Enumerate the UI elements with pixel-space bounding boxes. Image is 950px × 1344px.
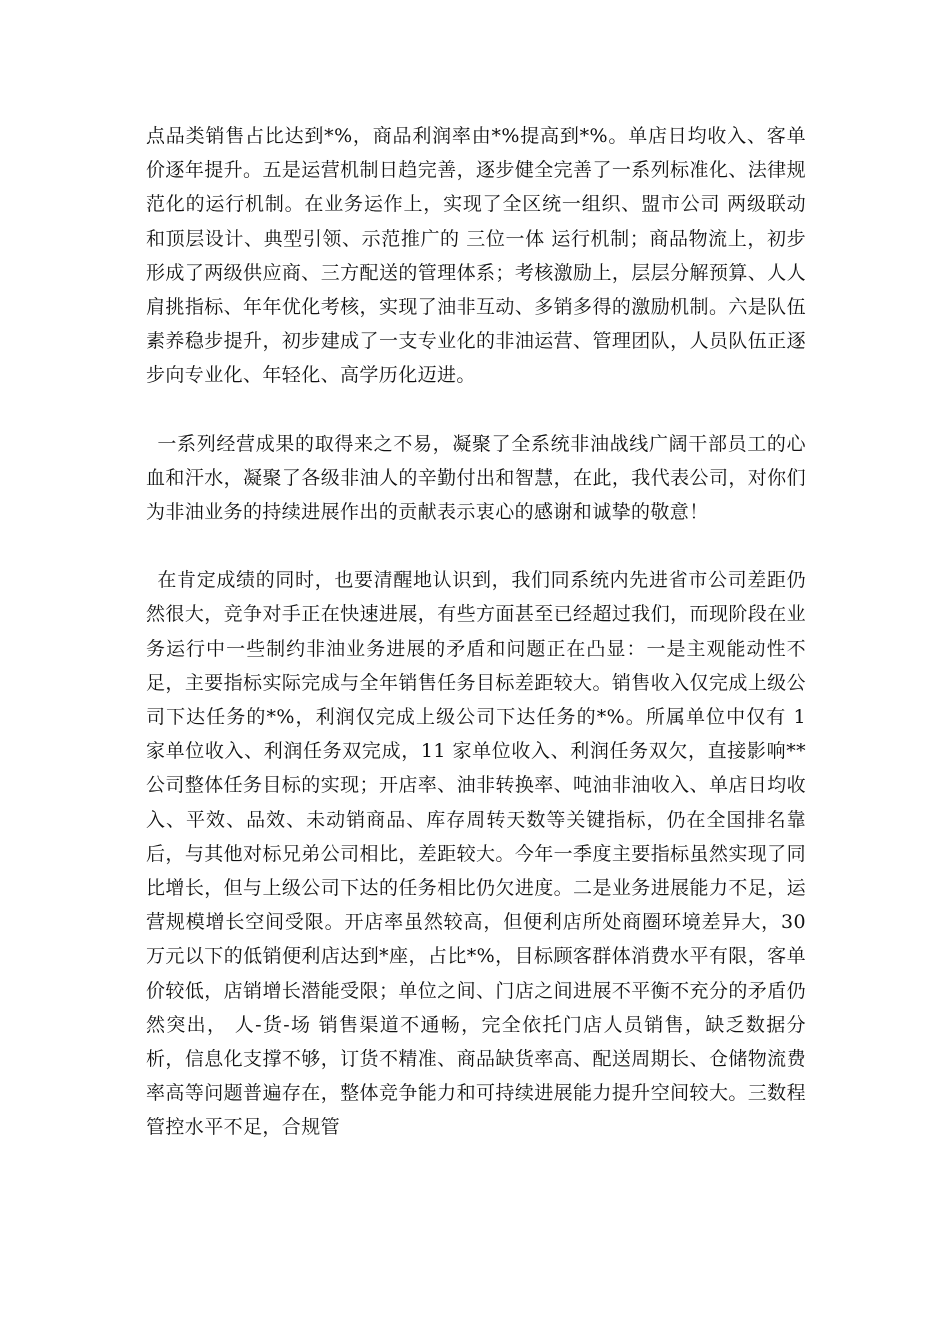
paragraph-1: 点品类销售占比达到*%，商品利润率由*%提高到*%。单店日均收入、客单价逐年提升。五是运营机制日趋完善，逐步健全完善了一系列标准化、法律规范化的运行机制。在业务运作上，实现了全区统一组织、盟市公司 两级联动 和顶层设计、典型引领、示范推广的 三位一体 运行机制；商品物流上，初步形成了两级供应商、三方配送的管理体系；考核激励上，层层分解预算、人人肩挑指标、年年优化考核，实现了油非互动、多销多得的激励机制。六是队伍素养稳步提升，初步建成了一支专业化的非油运营、管理团队，人员队伍正逐步向专业化、年轻化、高学历化迈进。	[146, 125, 806, 387]
document-body	[146, 119, 806, 1145]
paragraph-2: 一系列经营成果的取得来之不易，凝聚了全系统非油战线广阔干部员工的心血和汗水，凝聚了各级非油人的辛勤付出和智慧，在此，我代表公司，对你们为非油业务的持续进展作出的贡献表示衷心的感谢和诚挚的敬意！	[146, 432, 806, 524]
paragraph-3: 在肯定成绩的同时，也要清醒地认识到，我们同系统内先进省市公司差距仍然很大，竞争对手正在快速进展，有些方面甚至已经超过我们，而现阶段在业务运行中一些制约非油业务进展的矛盾和问题正在凸显：一是主观能动性不足，主要指标实际完成与全年销售任务目标差距较大。销售收入仅完成上级公司下达任务的*%，利润仅完成上级公司下达任务的*%。所属单位中仅有 1 家单位收入、利润任务双完成，11 家单位收入、利润任务双欠，直接影响**公司整体任务目标的实现；开店率、油非转换率、吨油非油收入、单店日均收入、平效、品效、未动销商品、库存周转天数等关键指标，仍在全国排名靠后，与其他对标兄弟公司相比，差距较大。今年一季度主要指标虽然实现了同比增长，但与上级公司下达的任务相比仍欠进度。二是业务进展能力不足，运营规模增长空间受限。开店率虽然较高，但便利店所处商圈环境差异大，30 万元以下的低销便利店达到*座，占比*%，目标顾客群体消费水平有限，客单价较低，店销增长潜能受限；单位之间、门店之间进展不平衡不充分的矛盾仍然突出， 人-货-场 销售渠道不通畅，完全依托门店人员销售，缺乏数据分析，信息化支撑不够，订货不精准、商品缺货率高、配送周期长、仓储物流费率高等问题普遍存在，整体竞争能力和可持续进展能力提升空间较大。三数程管控水平不足，合规管	[146, 569, 806, 1139]
